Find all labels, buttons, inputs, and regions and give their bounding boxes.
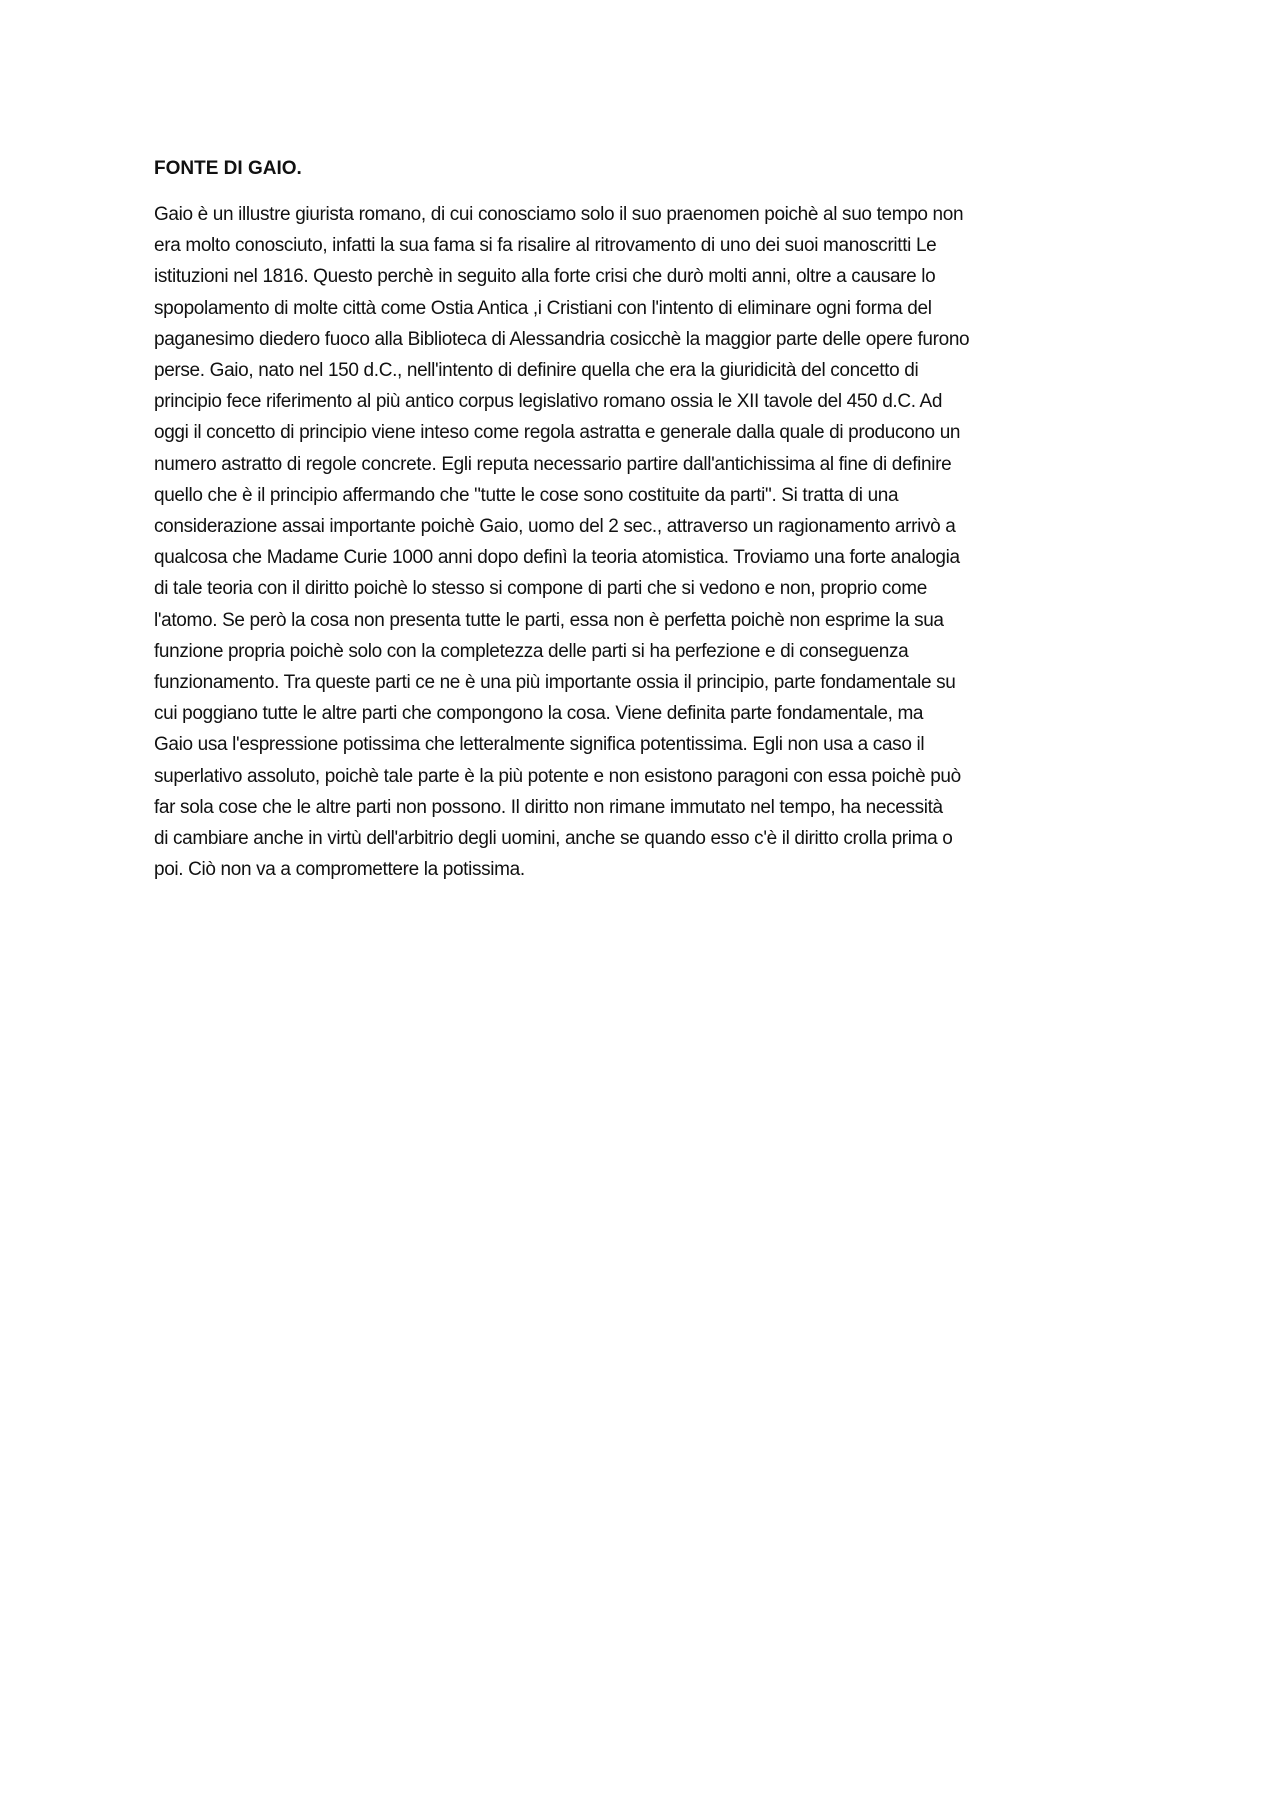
paragraph-line: funzione propria poichè solo con la completezza delle parti si ha perfezione e di conseguenza: [154, 640, 909, 662]
paragraph-line: di tale teoria con il diritto poichè lo stesso si compone di parti che si vedono e non, proprio come: [154, 578, 927, 600]
paragraph-line: cui poggiano tutte le altre parti che compongono la cosa. Viene definita parte fondamentale, ma: [154, 703, 924, 725]
paragraph-line: Gaio è un illustre giurista romano, di cui conosciamo solo il suo praenomen poichè al suo tempo non: [154, 204, 964, 225]
document-content: [154, 156, 1134, 885]
paragraph-line: funzionamento. Tra queste parti ce ne è una più importante ossia il principio, parte fondamentale su: [154, 672, 956, 694]
paragraph-line: considerazione assai importante poichè Gaio, uomo del 2 sec., attraverso un ragionamento arrivò a: [154, 516, 956, 538]
paragraph-line: oggi il concetto di principio viene inteso come regola astratta e generale dalla quale di producono un: [154, 422, 961, 444]
paragraph-line: spopolamento di molte città come Ostia Antica ,i Cristiani con l'intento di eliminare ogni forma del: [154, 297, 932, 319]
paragraph-line: l'atomo. Se però la cosa non presenta tutte le parti, essa non è perfetta poichè non esprime la sua: [154, 609, 944, 631]
paragraph-line: principio fece riferimento al più antico corpus legislativo romano ossia le XII tavole del 450 d.C. Ad: [154, 391, 943, 413]
paragraph-line: numero astratto di regole concrete. Egli reputa necessario partire dall'antichissima al fine di definire: [154, 453, 952, 475]
paragraph-line: quello che è il principio affermando che "tutte le cose sono costituite da parti". Si tratta di una: [154, 484, 899, 506]
document-title: FONTE DI GAIO.: [154, 158, 302, 179]
paragraph-line: era molto conosciuto, infatti la sua fama si fa risalire al ritrovamento di uno dei suoi manoscritti Le: [154, 235, 937, 257]
paragraph-line: istituzioni nel 1816. Questo perchè in seguito alla forte crisi che durò molti anni, oltre a causare lo: [154, 266, 936, 288]
paragraph-line: paganesimo diedero fuoco alla Biblioteca di Alessandria cosicchè la maggior parte delle opere furono: [154, 328, 970, 350]
body-paragraph: [154, 199, 1134, 885]
paragraph-line: perse. Gaio, nato nel 150 d.C., nell'intento di definire quella che era la giuridicità del concetto di: [154, 360, 919, 382]
paragraph-line: far sola cose che le altre parti non possono. Il diritto non rimane immutato nel tempo, ha necessità: [154, 796, 943, 818]
paragraph-line: Gaio usa l'espressione potissima che letteralmente significa potentissima. Egli non usa a caso il: [154, 734, 925, 756]
paragraph-line: di cambiare anche in virtù dell'arbitrio degli uomini, anche se quando esso c'è il diritto crolla prima o: [154, 828, 953, 850]
paragraph-line: superlativo assoluto, poichè tale parte è la più potente e non esistono paragoni con essa poichè può: [154, 765, 961, 787]
paragraph-line: poi. Ciò non va a compromettere la potissima.: [154, 859, 525, 881]
paragraph-line: qualcosa che Madame Curie 1000 anni dopo definì la teoria atomistica. Troviamo una forte analogia: [154, 547, 960, 569]
